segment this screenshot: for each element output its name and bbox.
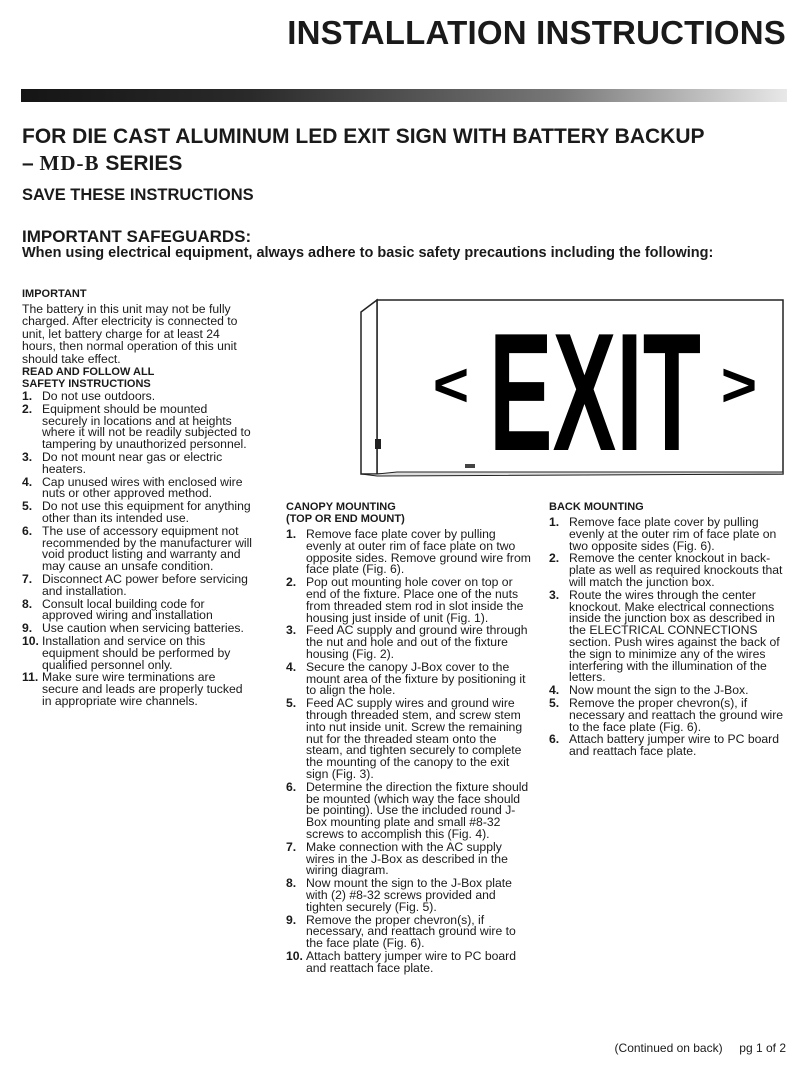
back-step-number: 5. bbox=[549, 695, 560, 710]
sign-left-chevron: < bbox=[432, 351, 470, 420]
back-step-number: 6. bbox=[549, 732, 560, 747]
canopy-step bbox=[286, 625, 531, 660]
back-step-number: 1. bbox=[549, 515, 560, 529]
header-gradient-bar bbox=[21, 89, 787, 102]
footer-page-number: pg 1 of 2 bbox=[739, 1041, 786, 1055]
safety-item bbox=[22, 672, 254, 707]
back-step bbox=[549, 695, 795, 734]
product-model: MD-B bbox=[39, 151, 100, 175]
canopy-step bbox=[286, 698, 531, 781]
safety-item-text: Use caution when servicing batteries. bbox=[42, 621, 244, 636]
canopy-step-number: 10. bbox=[286, 948, 303, 963]
canopy-step-text: Pop out mounting hole cover on top or end of the fixture. Place one of the nuts from threaded stem rod in slot inside the housing just inside of unit (Fig. 1). bbox=[306, 575, 524, 625]
sign-indicator-led bbox=[375, 439, 381, 449]
back-mounting-column bbox=[549, 501, 795, 759]
canopy-heading bbox=[286, 501, 531, 525]
safeguards-subheading: When using electrical equipment, always adhere to basic safety precautions including the following: bbox=[22, 245, 714, 261]
safety-item bbox=[22, 571, 254, 598]
canopy-step-number: 9. bbox=[286, 912, 297, 927]
back-step-text: Attach battery jumper wire to PC board and reattach face plate. bbox=[569, 732, 779, 759]
safety-item-number: 6. bbox=[22, 523, 33, 538]
canopy-step-number: 3. bbox=[286, 623, 297, 638]
safety-item bbox=[22, 401, 254, 452]
canopy-step-number: 8. bbox=[286, 876, 297, 891]
product-series: SERIES bbox=[99, 152, 183, 175]
safety-item-number: 7. bbox=[22, 571, 33, 586]
safety-item-number: 2. bbox=[22, 401, 33, 416]
safety-item bbox=[22, 596, 254, 623]
back-heading: BACK MOUNTING bbox=[549, 501, 644, 513]
sign-test-switch bbox=[465, 464, 475, 468]
back-step-text: Remove the center knockout in back-plate as well as required knockouts that will match the junction box. bbox=[569, 551, 783, 589]
back-step-text: Remove face plate cover by pulling evenly at the outer rim of face plate on two opposite sides (Fig. 6). bbox=[569, 515, 777, 553]
safety-list bbox=[22, 391, 254, 708]
canopy-step bbox=[286, 577, 531, 624]
back-step bbox=[549, 734, 795, 758]
sign-exit-text: EXIT bbox=[489, 298, 701, 484]
canopy-step-text: Now mount the sign to the J-Box plate with (2) #8-32 screws provided and tighten securely (Fig. 5). bbox=[306, 876, 512, 914]
footer bbox=[615, 1041, 786, 1055]
safety-item-number: 3. bbox=[22, 450, 33, 465]
safety-item-number: 11. bbox=[22, 670, 39, 685]
safety-item-number: 5. bbox=[22, 499, 33, 514]
canopy-step-text: Remove face plate cover by pulling evenly at outer rim of face plate on two opposite sides. Remove ground wire from face plate (Fig. 6). bbox=[306, 527, 531, 577]
safety-item-text: Installation and service on this equipment should be performed by qualified personnel only. bbox=[42, 633, 231, 672]
safety-item bbox=[22, 523, 254, 574]
safety-item-text: Disconnect AC power before servicing and installation. bbox=[42, 571, 248, 598]
safety-item-text: Do not use outdoors. bbox=[42, 389, 156, 404]
canopy-step bbox=[286, 529, 531, 576]
canopy-step bbox=[286, 659, 531, 698]
canopy-step-text: Make connection with the AC supply wires in the J-Box as described in the wiring diagram. bbox=[306, 839, 508, 878]
canopy-step-number: 7. bbox=[286, 839, 297, 854]
important-text: The battery in this unit may not be fully charged. After electricity is connected to unit, let battery charge for at least 24 hours, then normal operation of this unit should take effect. bbox=[22, 302, 238, 366]
safety-item-text: Do not mount near gas or electric heaters. bbox=[42, 450, 223, 476]
safety-item-text: Consult local building code for approved wiring and installation bbox=[42, 596, 213, 623]
safety-item-text: Do not use this equipment for anything other than its intended use. bbox=[42, 499, 251, 525]
canopy-step bbox=[286, 878, 531, 913]
safety-item-number: 9. bbox=[22, 621, 33, 636]
back-step bbox=[549, 553, 795, 588]
canopy-step-number: 1. bbox=[286, 527, 297, 541]
canopy-step-text: Determine the direction the fixture should be mounted (which way the face should be pointing). Use the included round J-Box mounting plate and small #8-32 screws to accomplish this (Fig. 4). bbox=[306, 779, 529, 841]
back-step bbox=[549, 587, 795, 685]
canopy-step bbox=[286, 912, 531, 951]
safety-item-number: 4. bbox=[22, 474, 33, 489]
safety-item bbox=[22, 452, 254, 476]
canopy-list bbox=[286, 529, 531, 974]
canopy-step-text: Feed AC supply wires and ground wire through threaded stem, and screw stem into nut inside unit. Screw the remaining nut for the threaded steam onto the steam, and tighten securely to complete the mounting of the canopy to the exit sign (Fig. 3). bbox=[306, 696, 523, 781]
save-instructions-heading: SAVE THESE INSTRUCTIONS bbox=[22, 186, 254, 204]
safeguards-heading: IMPORTANT SAFEGUARDS: bbox=[22, 227, 252, 246]
back-step-number: 3. bbox=[549, 587, 560, 602]
footer-continued: (Continued on back) bbox=[614, 1041, 723, 1055]
canopy-mounting-column bbox=[286, 501, 531, 975]
safety-item-text: Make sure wire terminations are secure and leads are properly tucked in appropriate wire channels. bbox=[42, 670, 243, 708]
safety-heading bbox=[22, 366, 254, 390]
safety-item-text: Equipment should be mounted securely in locations and at heights where it will not be readily subjected to tampering by unauthorized personnel. bbox=[42, 401, 251, 452]
back-step-number: 4. bbox=[549, 683, 560, 698]
safety-item bbox=[22, 501, 254, 525]
product-title bbox=[22, 123, 792, 177]
important-heading: IMPORTANT bbox=[22, 288, 87, 300]
page-title: INSTALLATION INSTRUCTIONS bbox=[287, 14, 786, 51]
canopy-step bbox=[286, 839, 531, 878]
canopy-step-number: 2. bbox=[286, 575, 297, 590]
canopy-step-text: Feed AC supply and ground wire through the nut and hole and out of the fixture housing (Fig. 2). bbox=[306, 623, 528, 661]
back-step-number: 2. bbox=[549, 551, 560, 566]
exit-sign-illustration bbox=[355, 284, 785, 484]
back-list bbox=[549, 517, 795, 758]
safety-item-text: The use of accessory equipment not recommended by the manufacturer will void product listing and warranty and may cause an unsafe condition. bbox=[42, 523, 252, 574]
canopy-step-text: Secure the canopy J-Box cover to the mount area of the fixture by positioning it to align the hole. bbox=[306, 659, 526, 698]
back-step-text: Remove the proper chevron(s), if necessary and reattach the ground wire to the face plate (Fig. 6). bbox=[569, 695, 784, 734]
safety-heading-line1: READ AND FOLLOW ALL bbox=[22, 366, 155, 379]
left-column bbox=[22, 288, 254, 709]
product-title-dash: – bbox=[22, 152, 40, 175]
canopy-step-number: 5. bbox=[286, 696, 297, 711]
safety-item bbox=[22, 474, 254, 501]
canopy-step bbox=[286, 948, 531, 975]
back-step bbox=[549, 517, 795, 552]
canopy-step-text: Attach battery jumper wire to PC board and reattach face plate. bbox=[306, 948, 516, 975]
safety-heading-line2: SAFETY INSTRUCTIONS bbox=[22, 378, 151, 391]
canopy-step-number: 4. bbox=[286, 659, 297, 674]
back-step-text: Route the wires through the center knockout. Make electrical connections inside the junction box as described in the ELECTRICAL CONNECTIONS section. Push wires against the back of the sign to minimize any of the wires interfering with the illumination of the letters. bbox=[569, 587, 780, 685]
safety-item-text: Cap unused wires with enclosed wire nuts or other approved method. bbox=[42, 474, 243, 501]
canopy-heading-line2: (TOP OR END MOUNT) bbox=[286, 513, 405, 525]
sign-side bbox=[361, 300, 377, 474]
canopy-step bbox=[286, 779, 531, 841]
safety-item-number: 10. bbox=[22, 633, 39, 648]
back-step-text: Now mount the sign to the J-Box. bbox=[569, 683, 749, 698]
safety-item-number: 8. bbox=[22, 596, 33, 611]
safety-item bbox=[22, 633, 254, 672]
canopy-step-number: 6. bbox=[286, 779, 297, 794]
sign-right-chevron: > bbox=[720, 351, 758, 420]
product-title-text: FOR DIE CAST ALUMINUM LED EXIT SIGN WITH BATTERY BACKUP bbox=[22, 125, 705, 148]
safety-item-number: 1. bbox=[22, 389, 33, 404]
canopy-heading-line1: CANOPY MOUNTING bbox=[286, 501, 396, 513]
canopy-step-text: Remove the proper chevron(s), if necessary, and reattach ground wire to the face plate (Fig. 6). bbox=[306, 912, 516, 951]
